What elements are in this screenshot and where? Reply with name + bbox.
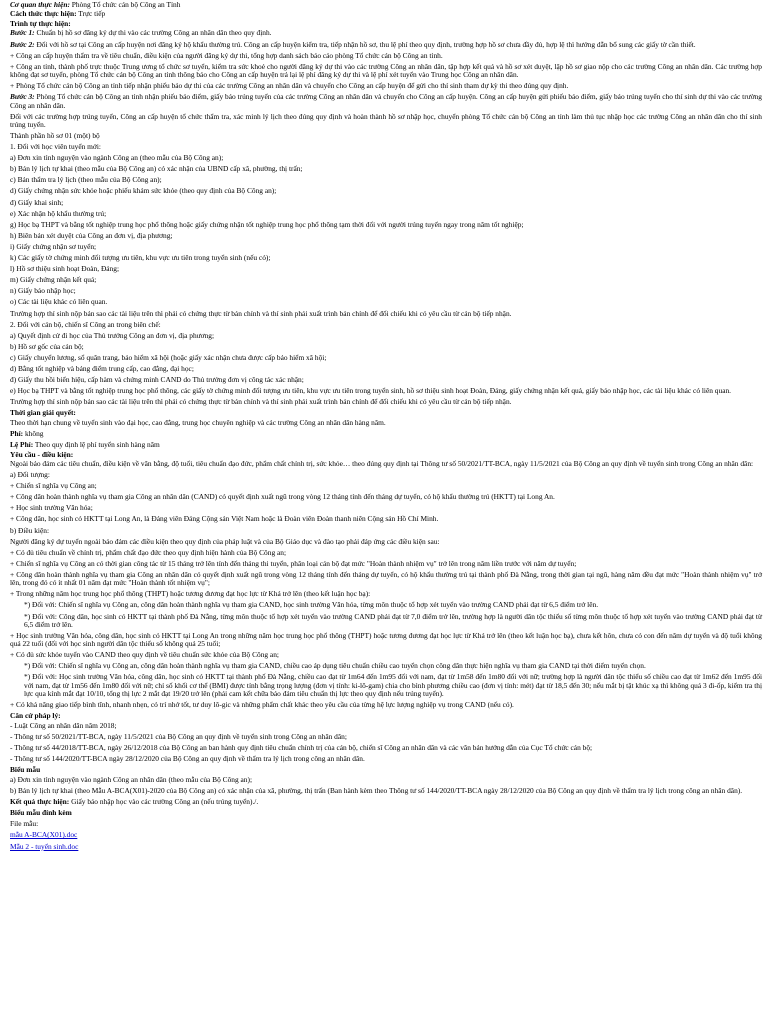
method-label: Cách thức thực hiện: xyxy=(10,9,77,19)
step-2-point: + Phòng Tổ chức cán bộ Công an tỉnh tiếp nhận phiếu báo dự thi của các trường Công an nhân dân và chuyển cho Công an cấp huyện để gửi cho thí sinh tham dự kỳ thi theo đúng quy định. xyxy=(10,81,569,91)
step-2-point: + Công an tỉnh, thành phố trực thuộc Trung ương tổ chức sơ tuyển, kiểm tra sức khoẻ cho người đăng ký dự thi vào các trường Công an nhân dân, tập hợp kết quả và hồ sơ xét duyệt, lập hồ sơ giao nộp cho các trường Công an nhân dân. Các trường hợp không đạt sơ tuyển, phòng Tổ chức cán bộ Công an tỉnh thông báo cho Công an cấp huyện trả lại lệ phí đăng ký dự thi và lệ phí xét tuyển vào Trung học Công an nhân dân. xyxy=(10,61,762,80)
charge-value: Theo quy định lệ phí tuyển sinh hàng năm xyxy=(33,440,160,450)
legal-item: - Thông tư số 144/2020/TT-BCA ngày 28/12/2020 của Bộ Công an quy định về thẩm tra lý lịch trong công an nhân dân. xyxy=(10,754,365,764)
dossier-group-2-note: Trường hợp thí sinh nộp bản sao các tài liệu trên thì phải có chứng thực từ bản chính và thí sinh phải xuất trình bản chính để đối chiếu khi có yêu cầu từ cán bộ tiếp nhận. xyxy=(10,397,512,407)
forms-list xyxy=(10,776,762,795)
dossier-item: c) Giấy chuyển lương, sổ quân trang, bảo hiểm xã hội (hoặc giấy xác nhận chưa được cấp bảo hiểm xã hội; xyxy=(10,352,327,362)
requirements-label: Yêu cầu - điều kiện: xyxy=(10,449,74,459)
step-3-label: Bước 3: xyxy=(10,92,35,102)
dossier-item: a) Quyết định cử đi học của Thủ trưởng Công an đơn vị, địa phương; xyxy=(10,330,215,340)
dossier-item: d) Giấy chứng nhận sức khỏe hoặc phiếu khám sức khỏe (theo quy định của Bộ Công an); xyxy=(10,186,277,196)
requirement-item: + Công dân hoàn thành nghĩa vụ tham gia Công an nhân dân (CAND) có quyết định xuất ngũ trong vòng 12 tháng tính đến tháng dự tuyển, có hộ khẩu thường trú (HKTT) tại Long An. xyxy=(10,492,555,502)
dossier-item: b) Bản lý lịch tự khai (theo mẫu của Bộ Công an) có xác nhận của UBND cấp xã, phường, thị trấn; xyxy=(10,164,303,174)
requirement-item: + Có đủ tiêu chuẩn về chính trị, phẩm chất đạo đức theo quy định hiện hành của Bộ Công an; xyxy=(10,547,287,557)
dossier-item: k) Các giấy tờ chứng minh đối tượng ưu tiên, khu vực ưu tiên trong tuyển sinh (nếu có); xyxy=(10,253,271,263)
legal-item: - Luật Công an nhân dân năm 2018; xyxy=(10,720,117,730)
requirement-subitem: *) Đối với: Chiến sĩ nghĩa vụ Công an, công dân hoàn thành nghĩa vụ tham gia CAND, chiều cao áp dụng tiêu chuẩn chiều cao tuyển chọn công dân thực hiện nghĩa vụ tham gia CAND tại thời điểm tuyển chọn. xyxy=(24,661,646,671)
file-link-bca-x01[interactable]: mẫu A-BCA(X01).doc xyxy=(10,830,78,840)
dossier-group-1-list xyxy=(10,154,762,307)
result-value: Giấy báo nhập học vào các trường Công an (nếu trúng tuyển)./. xyxy=(69,796,259,806)
requirement-subitem: *) Đối với: Chiến sĩ nghĩa vụ Công an, công dân hoàn thành nghĩa vụ tham gia CAND, học sinh trường Văn hóa, từng môn thuộc tổ hợp xét tuyển vào trường CAND phải đạt từ 6,5 điểm trở lên. xyxy=(24,600,599,610)
fee-line xyxy=(10,430,762,438)
result-line xyxy=(10,798,762,806)
file-link-tuyen-sinh[interactable]: Mẫu 2 - tuyển sinh.doc xyxy=(10,841,79,851)
requirement-item: + Chiến sĩ nghĩa vụ Công an có thời gian công tác từ 15 tháng trở lên tính đến tháng thi tuyển, phân loại cán bộ đạt mức "Hoàn thành nhiệm vụ" trở lên trong năm liền trước với năm dự tuyển; xyxy=(10,558,577,568)
result-label: Kết quả thực hiện: xyxy=(10,796,70,806)
requirement-item: + Công dân hoàn thành nghĩa vụ tham gia Công an nhân dân có quyết định xuất ngũ trong vòng 12 tháng tính đến tháng dự tuyển, có hộ khẩu thường trú tại thành phố Đà Nẵng, trong thời gian tại ngũ, hàng năm đều đạt mức "Hoàn thành nhiệm vụ" trở lên, trong đó có ít nhất 01 năm đạt mức "Hoàn thành tốt nhiệm vụ"; xyxy=(10,569,762,588)
dossier-item: a) Đơn xin tình nguyện vào ngành Công an (theo mẫu của Bộ Công an); xyxy=(10,153,224,163)
dossier-group-1-note: Trường hợp thí sinh nộp bản sao các tài liệu trên thì phải có chứng thực từ bản chính và thí sinh phải xuất trình bản chính để đối chiếu khi có yêu cầu từ cán bộ tiếp nhận. xyxy=(10,308,512,318)
dossier-item: đ) Giấy khai sinh; xyxy=(10,197,64,207)
dossier-item: n) Giấy báo nhập học; xyxy=(10,286,76,296)
time-label: Thời gian giải quyết: xyxy=(10,408,76,418)
dossier-item: b) Hồ sơ gốc của cán bộ; xyxy=(10,341,84,351)
procedure-heading xyxy=(10,20,762,28)
dossier-item: g) Học bạ THPT và bằng tốt nghiệp trung học phổ thông hoặc giấy chứng nhận tốt nghiệp trung học phổ thông tạm thời đối với người trúng tuyển ngay trong năm tốt nghiệp; xyxy=(10,219,524,229)
dossier-group-2-title: 2. Đối với cán bộ, chiến sĩ Công an trong biên chế: xyxy=(10,319,161,329)
charge-label: Lệ Phí: xyxy=(10,440,34,450)
dossier-group-1-title: 1. Đối với học viên tuyển mới: xyxy=(10,142,101,152)
dossier-group-2-list xyxy=(10,332,762,396)
legal-item: - Thông tư số 44/2018/TT-BCA, ngày 26/12/2018 của Bộ Công an ban hành quy định tiêu chuẩn chính trị của cán bộ, chiến sĩ Công an nhân dân và các văn bản hướng dẫn của Cục Tổ chức cán bộ; xyxy=(10,742,593,752)
requirements-b-sub-list-1 xyxy=(10,601,762,629)
dossier-item: i) Giấy chứng nhận sơ tuyển; xyxy=(10,241,97,251)
form-item: a) Đơn xin tình nguyện vào ngành Công an nhân dân (theo mẫu của Bộ Công an); xyxy=(10,774,252,784)
requirements-b-list-2 xyxy=(10,632,762,660)
file-list-label: File mẫu: xyxy=(10,819,39,829)
fee-value: không xyxy=(23,428,44,438)
charge-line xyxy=(10,441,762,449)
agency-label: Cơ quan thực hiện: xyxy=(10,0,70,9)
legal-item: - Thông tư số 50/2021/TT-BCA, ngày 11/5/2021 của Bộ Công an quy định về tuyển sinh trong Công an nhân dân; xyxy=(10,731,347,741)
requirement-item: + Học sinh trường Văn hóa, công dân, học sinh có HKTT tại Long An trong những năm học trung học phổ thông (THPT) hoặc tương đương đạt học lực từ Khá trở lên (theo kết luận học bạ), chưa kết hôn, chưa có con đến năm dự tuyển và độ tuổi không quá 22 tuổi (đối với học sinh người dân tộc thiểu số không quá 25 tuổi; xyxy=(10,630,762,649)
dossier-item: o) Các tài liệu khác có liên quan. xyxy=(10,297,108,307)
requirements-b-last: + Có khả năng giao tiếp bình tĩnh, nhanh nhẹn, có trí nhớ tốt, tư duy lô-gic và những phẩm chất khác theo yêu cầu của từng hệ lực lượng nghiệp vụ trong CAND (nếu có). xyxy=(10,700,514,710)
attachments-heading xyxy=(10,809,762,817)
agency-value: Phòng Tổ chức cán bộ Công an Tỉnh xyxy=(69,0,181,9)
dossier-item: e) Học bạ THPT và bằng tốt nghiệp trung học phổ thông, các giấy tờ chứng minh đối tượng ưu tiên, khu vực ưu tiên trong tuyển sinh, hồ sơ thiệu sinh hoạt Đoàn, Đảng, giấy chứng nhận kết quả, giấy báo nhập học, các tài liệu khác có liên quan. xyxy=(10,386,732,396)
step-3 xyxy=(10,93,762,110)
dossier-title: Thành phần hồ sơ 01 (một) bộ xyxy=(10,131,100,140)
requirement-subitem: *) Đối với: Học sinh trường Văn hóa, công dân, học sinh có HKTT tại thành phố Đà Nẵng, chiều cao đạt từ 1m64 đến 1m95 đối với nam, đạt từ 1m58 đến 1m80 đối với nữ; trường hợp là người dân tộc thiểu số chiều cao đạt từ 1m62 đến 1m95 đối với nam, đạt từ 1m56 đến 1m80 đối với nữ; chỉ số khối cơ thể (BMI) được tính bằng trọng lượng (đơn vị tính: ki-lô-gam) chia cho bình phương chiều cao (đơn vị tính: mét) đạt từ 18,5 đến 30; nếu mắt bị tật khúc xạ thì không quá 3 đi-ốp, kiểm tra thị lực qua kính mắt đạt 10/10, tổng thị lực 2 mắt đạt 19/20 trở lên (phải cam kết chữa bảo đảm tiêu chuẩn thị lực theo quy định nếu trúng tuyển). xyxy=(24,672,762,699)
requirement-item: + Học sinh trường Văn hóa; xyxy=(10,503,93,513)
step-1-label: Bước 1: xyxy=(10,28,35,38)
requirements-b-sub-list-2 xyxy=(10,662,762,698)
step-2 xyxy=(10,41,762,49)
requirements-intro: Ngoài bảo đảm các tiêu chuẩn, điều kiện về văn bằng, độ tuổi, tiêu chuẩn đạo đức, phẩm chất chính trị, sức khỏe… theo đúng quy định tại Thông tư số 50/2021/TT-BCA, ngày 11/5/2021 của Bộ Công an quy định về tuyển sinh trong Công an nhân dân: xyxy=(10,458,754,468)
forms-heading xyxy=(10,766,762,774)
dossier-item: h) Biên bản xét duyệt của Công an đơn vị, địa phương; xyxy=(10,230,173,240)
legal-list xyxy=(10,722,762,764)
dossier-item: đ) Giấy thu hồi biển hiệu, cấp hàm và chứng minh CAND do Thủ trưởng đơn vị công tác xác nhận; xyxy=(10,375,304,385)
requirements-a-title: a) Đối tượng: xyxy=(10,470,50,480)
method-line xyxy=(10,10,762,18)
legal-heading xyxy=(10,712,762,720)
requirement-item: + Chiến sĩ nghĩa vụ Công an; xyxy=(10,481,97,491)
requirements-a-list xyxy=(10,482,762,524)
attachments-label: Biểu mẫu đính kèm xyxy=(10,807,72,817)
agency-line xyxy=(10,1,762,9)
requirements-heading xyxy=(10,451,762,459)
step-1-text: Chuẩn bị hồ sơ đăng ký dự thi vào các trường Công an nhân dân theo quy định. xyxy=(34,28,272,38)
forms-label: Biểu mẫu xyxy=(10,765,41,775)
step-2-text: Đối với hồ sơ tại Công an cấp huyện nơi đăng ký hộ khẩu thường trú. Công an cấp huyện kiểm tra, tiếp nhận hồ sơ, thu lệ phí theo quy định, trường hợp hồ sơ chưa đầy đủ, hợp lệ thì hướng dẫn bổ sung các giấy tờ cần thiết. xyxy=(34,39,696,49)
step-2-point: + Công an cấp huyện thẩm tra về tiêu chuẩn, điều kiện của người đăng ký dự thi, tổng hợp danh sách báo cáo phòng Tổ chức cán bộ Công an tỉnh. xyxy=(10,50,443,60)
dossier-item: d) Bằng tốt nghiệp và bảng điểm trung cấp, cao đẳng, đại học; xyxy=(10,363,194,373)
dossier-item: m) Giấy chứng nhận kết quả; xyxy=(10,275,97,285)
legal-label: Căn cứ pháp lý: xyxy=(10,711,61,721)
time-text: Theo thời hạn chung về tuyển sinh vào đại học, cao đẳng, trung học chuyên nghiệp và các trường Công an nhân dân hàng năm. xyxy=(10,417,386,427)
step-1 xyxy=(10,29,762,37)
dossier-item: c) Bản thẩm tra lý lịch (theo mẫu của Bộ Công an); xyxy=(10,175,162,185)
dossier-item: e) Xác nhận hộ khẩu thường trú; xyxy=(10,208,107,218)
time-heading xyxy=(10,409,762,417)
step-2-label: Bước 2: xyxy=(10,39,35,49)
requirements-b-list xyxy=(10,549,762,599)
dossier-item: l) Hồ sơ thiệu sinh hoạt Đoàn, Đảng; xyxy=(10,264,120,274)
requirement-item: + Có đủ sức khỏe tuyển vào CAND theo quy định về tiêu chuẩn sức khỏe của Bộ Công an; xyxy=(10,650,279,660)
requirement-item: + Trong những năm học trung học phổ thông (THPT) hoặc tương đương đạt học lực từ Khá trở lên (theo kết luận học bạ): xyxy=(10,589,371,599)
step-3-note: Đối với các trường hợp trúng tuyển, Công an cấp huyện tổ chức thẩm tra, xác minh lý lịch theo đúng quy định và hoàn thành hồ sơ nhập học, chuyển phòng Tổ chức cán bộ Công an tỉnh làm thủ tục nhập học các trường Công an nhân dân cho thí sinh trúng tuyển. xyxy=(10,111,762,129)
step-3-text: Phòng Tổ chức cán bộ Công an tỉnh nhận phiếu báo điểm, giấy báo trúng tuyển của các trường Công an nhân dân và chuyển cho Công an cấp huyện. Công an cấp huyện gửi phiếu báo điểm, giấy báo trúng tuyển cho thí sinh dự thi vào các trường Công an nhân dân. xyxy=(10,92,763,110)
fee-label: Phí: xyxy=(10,428,24,438)
requirements-b-intro: Người đăng ký dự tuyển ngoài bảo đảm các điều kiện theo quy định của pháp luật và của Bộ Giáo dục và đào tạo phải đáp ứng các điều kiện sau: xyxy=(10,536,440,546)
requirement-subitem: *) Đối với: Công dân, học sinh có HKTT tại thành phố Đà Nẵng, từng môn thuộc tổ hợp xét tuyển vào trường CAND phải đạt từ 7,0 điểm trở lên, trường hợp là người dân tộc thiểu số từng môn thuộc tổ hợp xét tuyển vào trường CAND phải đạt từ 6,5 điểm trở lên. xyxy=(24,611,762,629)
file-list xyxy=(10,820,762,851)
requirement-item: + Công dân, học sinh có HKTT tại Long An, là Đảng viên Đảng Cộng sản Việt Nam hoặc là Đoàn viên Đoàn thanh niên Cộng sản Hồ Chí Minh. xyxy=(10,514,439,524)
procedure-label: Trình tự thực hiện: xyxy=(10,18,71,28)
form-item: b) Bản lý lịch tự khai (theo Mẫu A-BCA(X01)-2020 của Bộ Công an) có xác nhận của xã, phường, thị trấn (Ban hành kèm theo Thông tư số 144/2020/TT-BCA ngày 28/12/2020 của Bộ Công an quy định về thẩm tra lý lịch trong công an nhân dân). xyxy=(10,785,743,795)
requirements-b-title: b) Điều kiện: xyxy=(10,525,49,535)
method-value: Trực tiếp xyxy=(76,9,106,19)
